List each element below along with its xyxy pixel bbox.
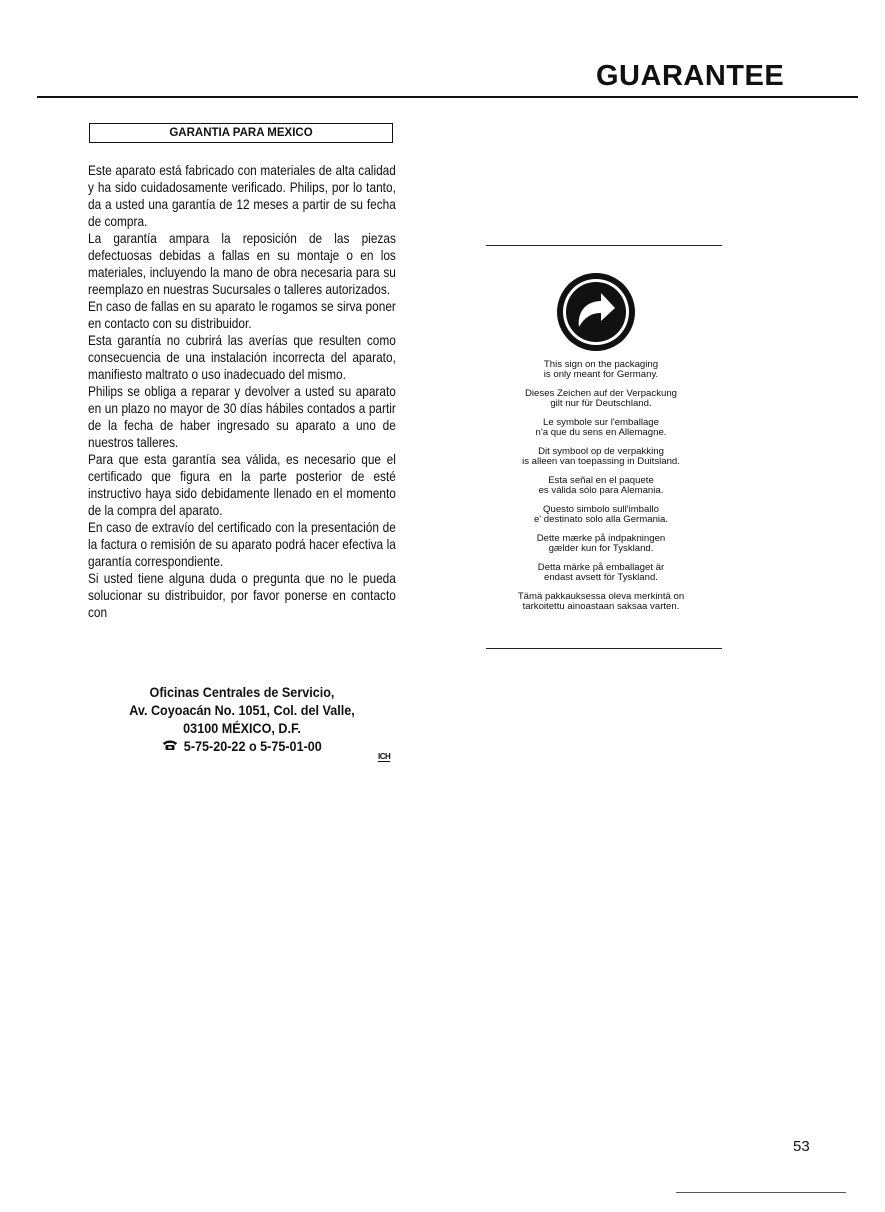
note-item <box>496 563 706 583</box>
note-line: Le symbole sur l'emballage <box>543 417 659 428</box>
note-item <box>496 389 706 409</box>
paragraph: Este aparato está fabricado con materiales de alta calidad y ha sido cuidadosamente verificado. Philips, por lo tanto, da a usted una garantía de 12 meses a partir de su fecha de compra. <box>88 163 396 229</box>
telephone-icon <box>162 737 178 755</box>
note-line: e' destinato solo alla Germania. <box>533 514 669 525</box>
note-line: Detta märke på emballaget är <box>537 562 665 573</box>
page-title: GUARANTEE <box>596 60 785 92</box>
note-line: Esta señal en el paquete <box>548 475 654 486</box>
guarantee-body <box>88 162 396 621</box>
note-line: is only meant for Germany. <box>543 369 659 380</box>
note-line: Dit symbool op de verpakking <box>538 446 664 457</box>
note-item <box>496 476 706 496</box>
panel-bottom-divider <box>486 648 722 649</box>
note-line: Dette mærke på indpakningen <box>536 533 666 544</box>
paragraph: En caso de extravío del certificado con la presentación de la factura o remisión de su aparato podrá hacer efectiva la garantía correspondiente. <box>88 520 396 569</box>
note-line: gilt nur für Deutschland. <box>550 398 652 409</box>
note-line: This sign on the packaging <box>543 359 659 370</box>
address-line: 03100 MÉXICO, D.F. <box>183 720 301 736</box>
section-heading: GARANTIA PARA MEXICO <box>89 123 393 143</box>
green-dot-recycling-icon <box>555 271 637 353</box>
footer-divider <box>676 1192 846 1193</box>
note-line: gælder kun for Tyskland. <box>548 543 654 554</box>
header-divider <box>37 96 858 98</box>
note-line: endast avsett för Tyskland. <box>544 572 658 583</box>
phone-line <box>103 737 380 755</box>
address-line: Oficinas Centrales de Servicio, <box>149 684 335 700</box>
note-line: Dieses Zeichen auf der Verpackung <box>525 388 677 399</box>
address-line: Av. Coyoacán No. 1051, Col. del Valle, <box>129 702 355 718</box>
page-number: 53 <box>793 1138 810 1155</box>
note-item <box>496 534 706 554</box>
printer-mark: ICH <box>378 752 391 761</box>
note-line: Questo simbolo sull'imballo <box>543 504 659 515</box>
phone-number: 5-75-20-22 o 5-75-01-00 <box>183 738 322 754</box>
note-line: Tämä pakkauksessa oleva merkintä on <box>517 591 685 602</box>
note-item <box>496 360 706 380</box>
packaging-notes <box>496 360 706 621</box>
note-line: tarkoitettu ainoastaan saksaa varten. <box>522 601 680 612</box>
note-line: is alleen van toepassing in Duitsland. <box>522 456 680 467</box>
note-line: n'a que du sens en Allemagne. <box>535 427 667 438</box>
note-item <box>496 592 706 612</box>
paragraph: Esta garantía no cubrirá las averías que resulten como consecuencia de una instalación incorrecta del aparato, manifiesto maltrato o uso inadecuado del mismo. <box>88 333 396 382</box>
note-item <box>496 418 706 438</box>
paragraph: Para que esta garantía sea válida, es necesario que el certificado que figura en la parte posterior de esté instructivo haya sido debidamente llenado en el momento de la compra del aparato. <box>88 452 396 518</box>
paragraph: En caso de fallas en su aparato le rogamos se sirva poner en contacto con su distribuidor. <box>88 299 396 331</box>
panel-top-divider <box>486 245 722 246</box>
note-item <box>496 505 706 525</box>
note-item <box>496 447 706 467</box>
paragraph: Si usted tiene alguna duda o pregunta que no le pueda solucionar su distribuidor, por favor ponerse en contacto con <box>88 571 396 620</box>
service-address <box>88 683 396 755</box>
paragraph: Philips se obliga a reparar y devolver a usted su aparato en un plazo no mayor de 30 días hábiles contados a partir de la fecha de haber ingresado su aparato a uno de nuestros talleres. <box>88 384 396 450</box>
paragraph: La garantía ampara la reposición de las piezas defectuosas debidas a fallas en su montaje o en los materiales, incluyendo la mano de obra necesaria para su reemplazo en nuestras Sucursales o talleres autorizados. <box>88 231 396 297</box>
note-line: es válida sólo para Alemania. <box>538 485 664 496</box>
